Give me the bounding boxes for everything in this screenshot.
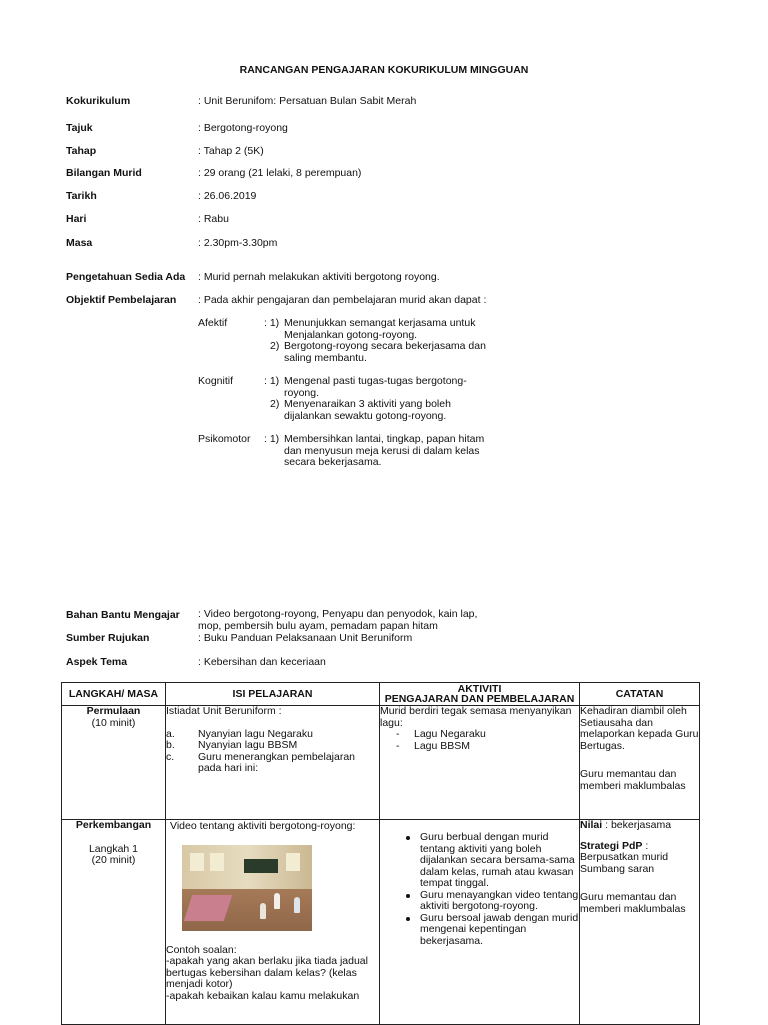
info-value: : 29 orang (21 lelaki, 8 perempuan)	[198, 167, 362, 179]
header-aktiviti: AKTIVITI PENGAJARAN DAN PEMBELAJARAN	[380, 683, 580, 706]
lesson-table	[61, 682, 700, 1025]
objective-category: Psikomotor	[198, 433, 251, 445]
stage-name: Permulaan	[86, 705, 141, 717]
info-value-bahan: : Video bergotong-royong, Penyapu dan penyodok, kain lap, mop, pembersih bulu ayam, pemadam papan hitam	[198, 608, 478, 632]
list-item: b. Nyanyian lagu BBSM	[166, 739, 298, 751]
cell-catatan: Kehadiran diambil oleh Setiausaha dan melaporkan kepada Guru Bertugas. Guru memantau dan memberi maklumbalas	[580, 706, 700, 820]
info-value: : Unit Berunifom: Persatuan Bulan Sabit Merah	[198, 95, 417, 107]
info-value: : 26.06.2019	[198, 190, 257, 202]
table-row	[62, 820, 700, 1025]
info-value: : Buku Panduan Pelaksanaan Unit Beruniform	[198, 632, 413, 644]
header-catatan: CATATAN	[580, 683, 700, 706]
info-value: : Bergotong-royong	[198, 122, 288, 134]
nilai-line: Nilai : bekerjasama	[580, 819, 672, 831]
objective-item: : 1) Mengenal pasti tugas-tugas bergotong-royong.	[264, 376, 494, 399]
stage-time: (20 minit)	[91, 854, 136, 866]
info-label: Objektif Pembelajaran	[66, 294, 177, 306]
header-langkah: LANGKAH/ MASA	[62, 683, 166, 706]
objective-category: Afektif	[198, 317, 228, 329]
info-label: Aspek Tema	[66, 656, 128, 668]
list-item: c. Guru menerangkan pembelajaran pada hari ini:	[166, 750, 356, 774]
header-isi: ISI PELAJARAN	[166, 683, 380, 706]
info-label: Pengetahuan Sedia Ada	[66, 271, 186, 283]
objective-item: 2) Menyenaraikan 3 aktiviti yang boleh dijalankan sewaktu gotong-royong.	[270, 398, 451, 422]
info-label: Sumber Rujukan	[66, 632, 150, 644]
strategi-line: Strategi PdP :	[580, 839, 649, 852]
list-item: - Lagu BBSM	[396, 739, 471, 752]
info-value: : Kebersihan dan keceriaan	[198, 656, 326, 668]
list-item: - Lagu Negaraku	[396, 728, 486, 740]
stage-name: Perkembangan	[75, 819, 152, 831]
objective-item: 2) Bergotong-royong secara bekerjasama dan saling membantu.	[270, 340, 486, 364]
info-value: : Tahap 2 (5K)	[198, 145, 264, 157]
info-label: Tahap	[66, 145, 97, 157]
info-label: Hari	[66, 213, 87, 225]
cell-isi: Istiadat Unit Beruniform : a. Nyanyian lagu Negaraku b. Nyanyian lagu BBSM c. Guru menerangkan pembelajaran pada hari ini:	[166, 706, 380, 820]
info-label: Masa	[66, 237, 93, 249]
cell-aktiviti	[380, 820, 580, 1025]
info-value: : Murid pernah melakukan aktiviti bergotong royong.	[198, 271, 440, 283]
list-item: Guru menayangkan video tentang aktiviti bergotong-royong.	[380, 890, 579, 913]
stage-sub: Langkah 1	[88, 842, 139, 855]
document-title: RANCANGAN PENGAJARAN KOKURIKULUM MINGGUAN	[239, 64, 529, 76]
cell-langkah	[62, 706, 166, 820]
objective-category: Kognitif	[198, 375, 234, 387]
objective-item: : 1) Membersihkan lantai, tingkap, papan hitam dan menyusun meja kerusi di dalam kelas secara bekerjasama.	[264, 434, 494, 469]
info-label: Tajuk	[66, 122, 93, 134]
info-label: Kokurikulum	[66, 95, 131, 107]
objective-item: : 1) Menunjukkan semangat kerjasama untuk Menjalankan gotong-royong.	[264, 318, 494, 341]
list-item: Guru berbual dengan murid tentang aktiviti yang boleh dijalankan secara bersama-sama dalam kelas, rumah atau kwasan tempat tinggal.	[380, 832, 579, 890]
classroom-video-thumbnail	[182, 845, 312, 931]
cell-isi: Video tentang aktiviti bergotong-royong: Contoh soalan: -apakah yang akan berlaku jika tiada jadual bertugas kebersihan dalam kelas? (kelas menjadi kotor) -apakah kebaikan kalau kamu melakukan	[166, 820, 380, 1025]
info-value: : Pada akhir pengajaran dan pembelajaran murid akan dapat :	[198, 294, 487, 306]
list-item: Guru bersoal jawab dengan murid mengenai kepentingan bekerjasama.	[380, 913, 579, 948]
info-label: Bilangan Murid	[66, 167, 142, 179]
info-label: Tarikh	[66, 190, 97, 202]
info-label: Bahan Bantu Mengajar	[66, 609, 180, 621]
list-item: a. Nyanyian lagu Negaraku	[166, 727, 313, 740]
cell-aktiviti: Murid berdiri tegak semasa menyanyikan lagu: - Lagu Negaraku - Lagu BBSM	[380, 706, 580, 820]
cell-langkah	[62, 820, 166, 1025]
stage-time: (10 minit)	[91, 716, 136, 729]
info-value: : 2.30pm-3.30pm	[198, 237, 278, 249]
info-value: : Rabu	[198, 213, 229, 225]
table-row	[62, 706, 700, 820]
table-header-row	[62, 683, 700, 706]
cell-catatan: Nilai : bekerjasama Strategi PdP : Berpusatkan murid Sumbang saran Guru memantau dan memberi maklumbalas	[580, 820, 700, 1025]
